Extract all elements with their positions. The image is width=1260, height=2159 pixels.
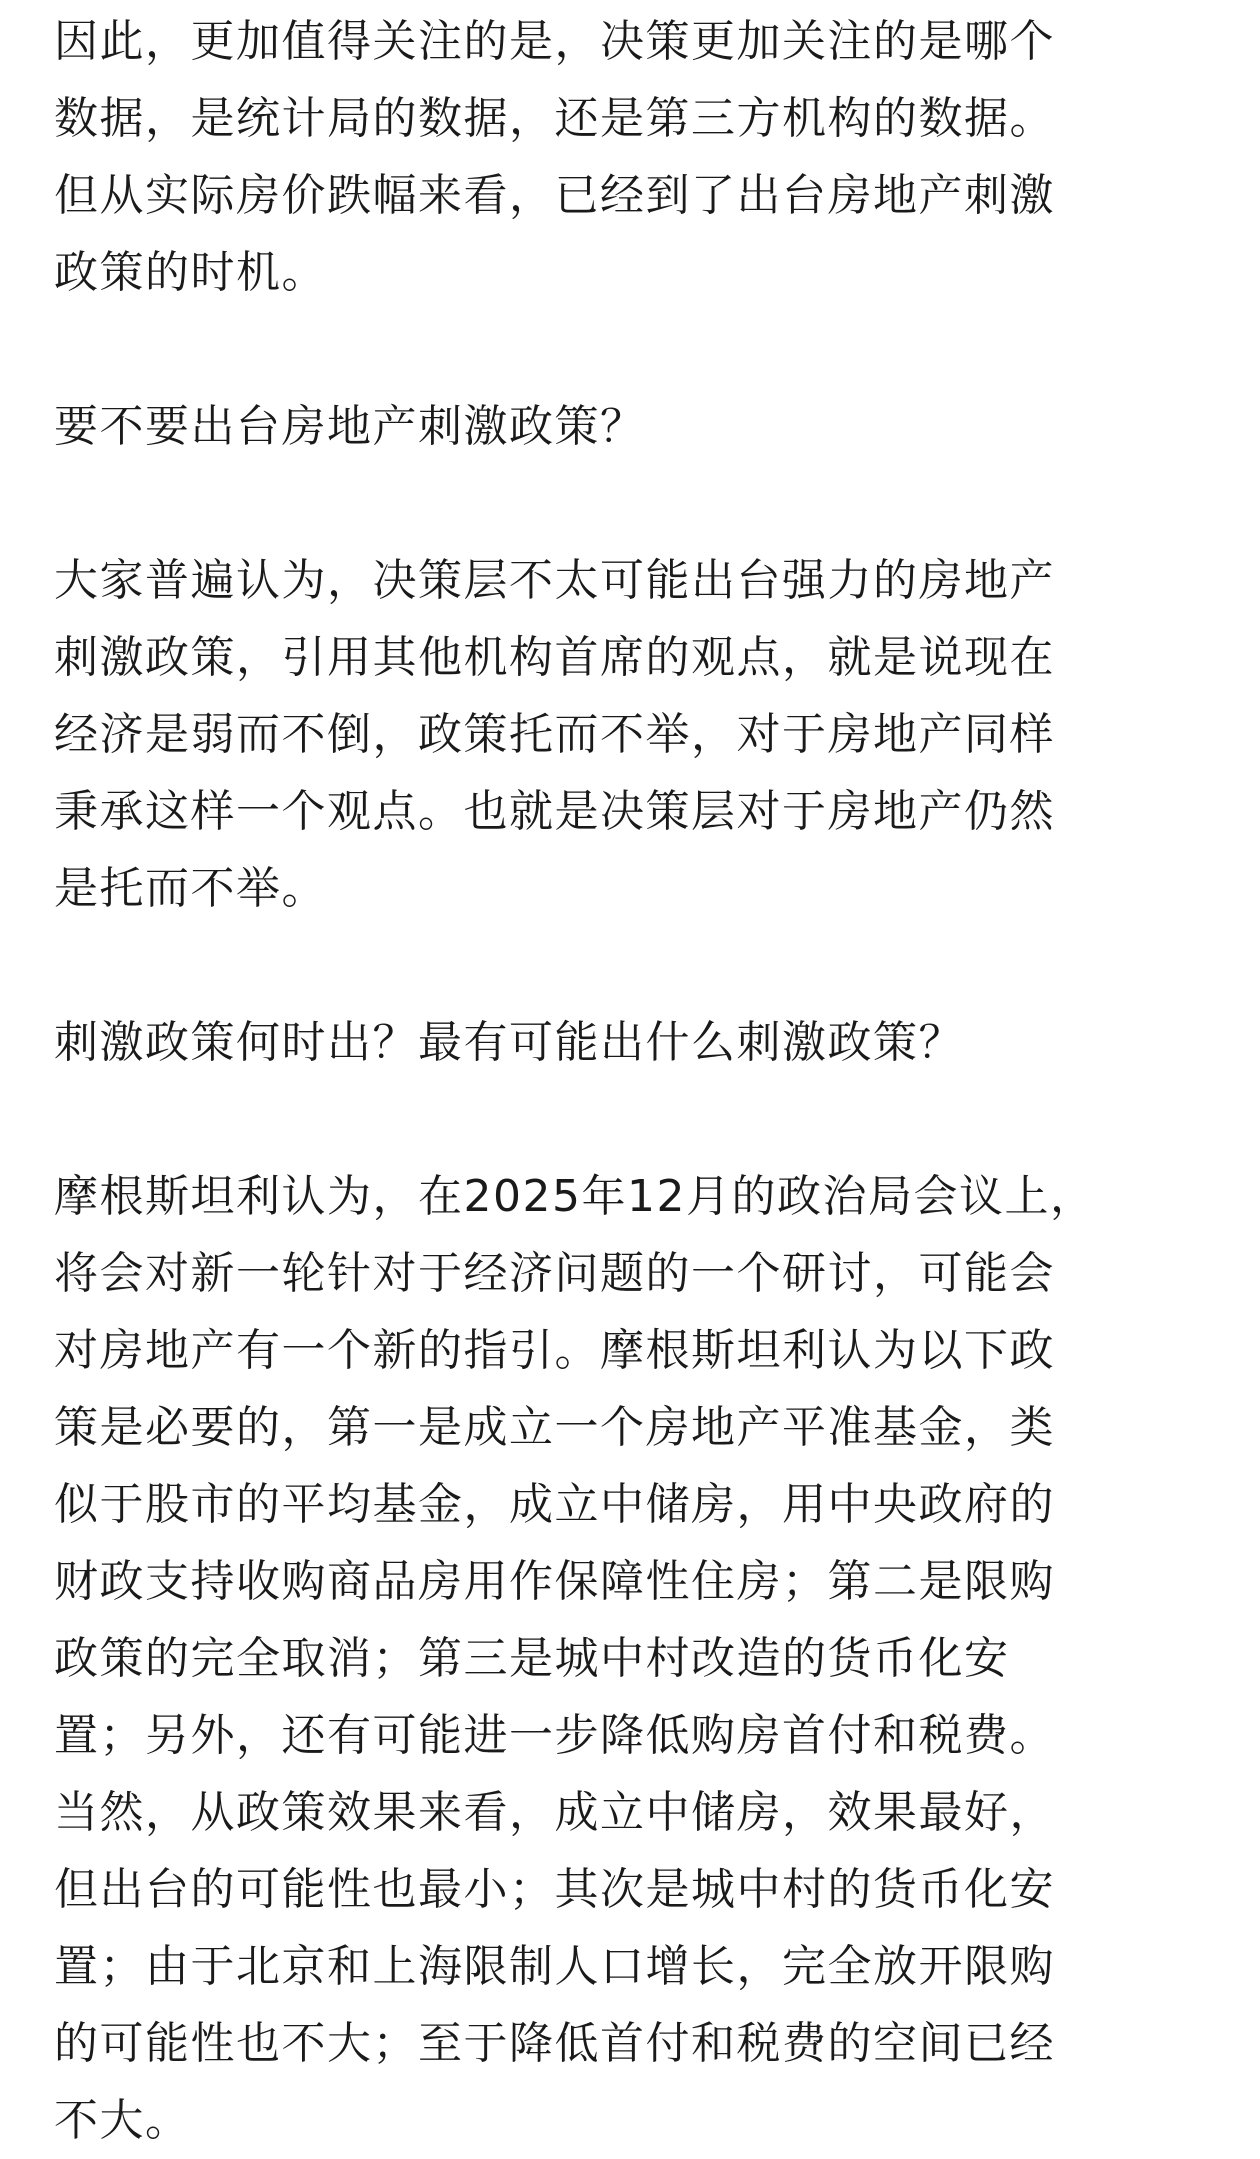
article-body — [54, 0, 1206, 2159]
paragraph-data-source: 因此，更加值得关注的是，决策更加关注的是哪个 数据，是统计局的数据，还是第三方机构的数据。 但从实际房价跌幅来看，已经到了出台房地产刺激 政策的时机。 — [54, 16, 1055, 298]
section-question-timing: 刺激政策何时出？最有可能出什么刺激政策？ — [54, 1017, 964, 1068]
section-question-stimulus: 要不要出台房地产刺激政策？ — [54, 401, 646, 452]
paragraph-morgan-stanley-view: 摩根斯坦利认为，在2025年12月的政治局会议上， 将会对新一轮针对于经济问题的一个研讨，可能会 对房地产有一个新的指引。摩根斯坦利认为以下政 策是必要的，第一是成立一个房地产平准基金，类 似于股市的平均基金，成立中储房，用中央政府的 财政支持收购商品房用作保障性住房；第二是限购 政策的完全取消；第三是城中村改造的货币化安 置；另外，还有可能进一步降低购房首付和税费。 当然，从政策效果来看，成立中储房，效果最好， 但出台的可能性也最小；其次是城中村的货币化安 置；由于北京和上海限制人口增长，完全放开限购 的可能性也不大；至于降低首付和税费的空间已经 不大。 — [54, 1171, 1096, 2146]
paragraph-spacer — [54, 465, 1206, 542]
paragraph-spacer — [54, 927, 1206, 1004]
paragraph-spacer — [54, 1081, 1206, 1158]
paragraph-spacer — [54, 311, 1206, 388]
paragraph-consensus-view: 大家普遍认为，决策层不太可能出台强力的房地产 刺激政策，引用其他机构首席的观点，就是说现在 经济是弱而不倒，政策托而不举，对于房地产同样 秉承这样一个观点。也就是决策层对于房地产仍然 是托而不举。 — [54, 555, 1055, 914]
